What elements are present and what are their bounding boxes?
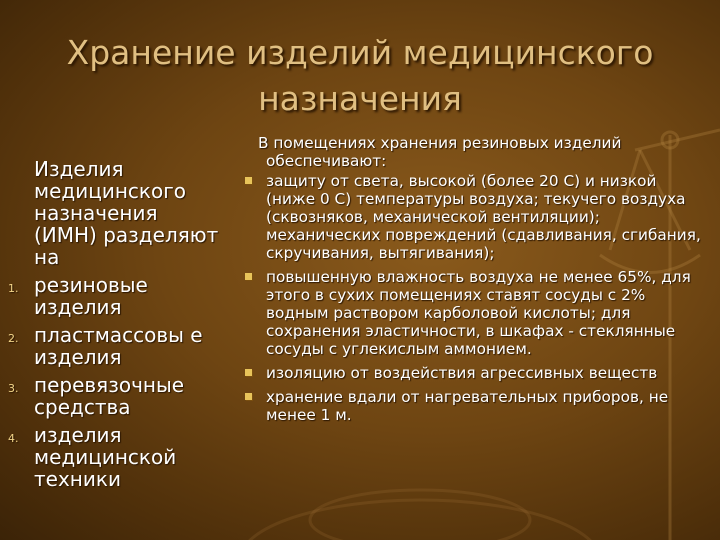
list-item-text: резиновые изделия	[34, 273, 148, 319]
list-item-text: изделия медицинской техники	[34, 423, 177, 491]
right-intro: В помещениях хранения резиновых изделий обеспечивают:	[258, 134, 622, 170]
square-bullet-icon	[245, 393, 252, 400]
list-number: 4.	[8, 432, 19, 445]
left-column	[8, 158, 220, 496]
list-number: 3.	[8, 382, 19, 395]
list-item-text: повышенную влажность воздуха не менее 65%, для этого в сухих помещениях ставят сосуды с 2% водным раствором карболовой кислоты; для сохранения эластичности, в шкафах - стеклянные сосуды с углекислым аммонием.	[266, 268, 691, 358]
list-item-text: перевязочные средства	[34, 373, 185, 419]
list-item	[8, 374, 220, 418]
right-column	[240, 134, 710, 430]
left-intro: Изделия медицинского назначения (ИМН) разделяют на	[34, 157, 219, 269]
square-bullet-icon	[245, 273, 252, 280]
slide-title: Хранение изделий медицинского назначения	[66, 33, 654, 118]
list-item	[8, 324, 220, 368]
list-item-text: защиту от света, высокой (более 20 С) и низкой (ниже 0 С) температуры воздуха; текучего воздуха (сквозняков, механической вентиляции); механических повреждений (сдавливания, сгибания, скручивания, вытягивания);	[266, 172, 701, 262]
list-number: 1.	[8, 282, 19, 295]
square-bullet-icon	[245, 177, 252, 184]
list-item	[8, 424, 220, 490]
list-item-text: хранение вдали от нагревательных приборов, не менее 1 м.	[266, 388, 669, 424]
list-number: 2.	[8, 332, 19, 345]
imn-types-list	[8, 274, 220, 490]
list-item	[240, 268, 710, 358]
list-item	[8, 274, 220, 318]
list-item	[240, 364, 710, 382]
list-item	[240, 388, 710, 424]
list-item-text: пластмассовы е изделия	[34, 323, 203, 369]
square-bullet-icon	[245, 369, 252, 376]
list-item-text: изоляцию от воздействия агрессивных веществ	[266, 364, 658, 382]
storage-requirements-list	[240, 172, 710, 424]
list-item	[240, 172, 710, 262]
